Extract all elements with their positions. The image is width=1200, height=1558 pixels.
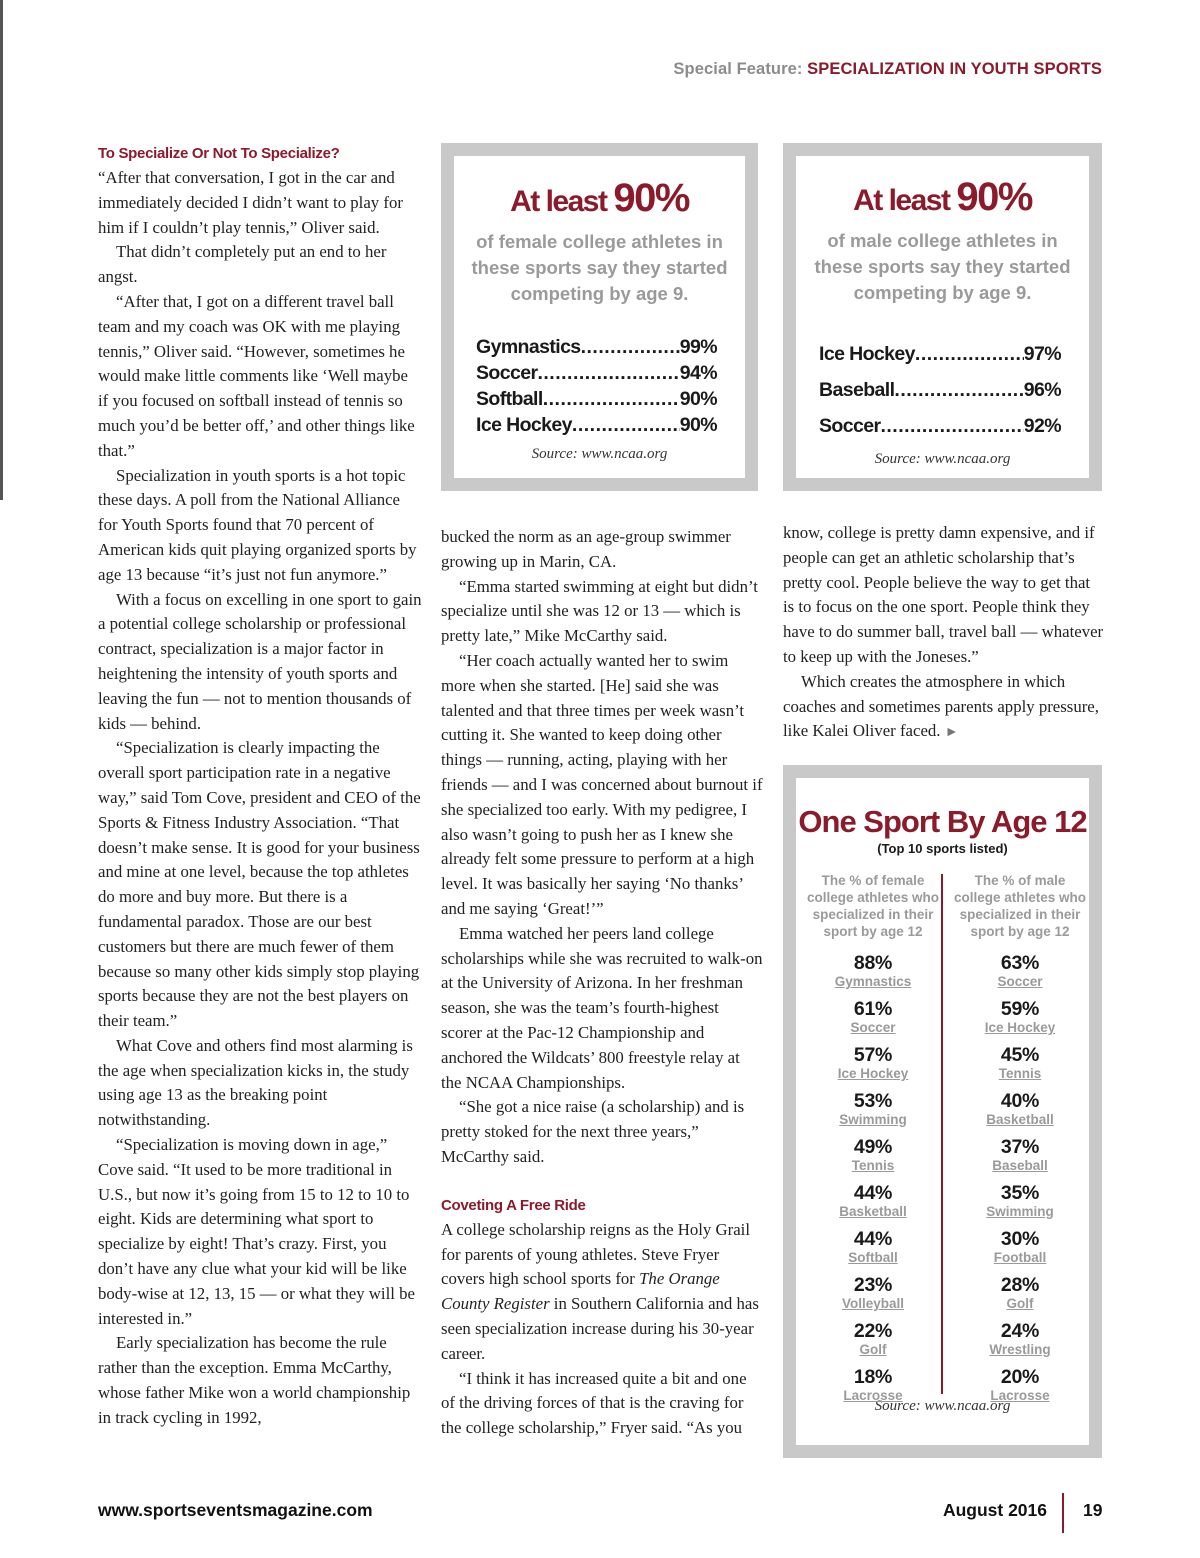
paragraph: “I think it has increased quite a bit and one of the driving forces of that is the craving for the college scholarship,” Fryer said. “As you (441, 1368, 747, 1438)
list-item (953, 1044, 1087, 1090)
list-item (806, 998, 940, 1044)
list-item (953, 1320, 1087, 1366)
sport-name: Soccer (850, 1020, 896, 1035)
age12-stat-box (783, 765, 1102, 1458)
paragraph: Specialization in youth sports is a hot topic these days. A poll from the National Alliance for Youth Sports found that 70 percent of American kids quit playing organized sports by age 13 because “it’s just not fun anymore.” (98, 465, 417, 584)
running-header (673, 60, 1102, 79)
list-item (819, 336, 1061, 372)
sport-value: 90% (679, 414, 717, 436)
percent-value: 22% (853, 1320, 893, 1342)
list-item (953, 1228, 1087, 1274)
male-column-header: The % of male college athletes who specialized in their sport by age 12 (953, 873, 1087, 939)
list-item (806, 1366, 940, 1412)
section-subhead: Coveting A Free Ride (441, 1196, 586, 1214)
source-note: Source: www.ncaa.org (874, 451, 1011, 467)
percent-value: 59% (1000, 998, 1040, 1020)
paragraph (783, 670, 1105, 746)
female-column (806, 872, 940, 1412)
male-column (953, 872, 1087, 1412)
leader-dots (537, 360, 679, 386)
sport-name: Golf (1006, 1296, 1034, 1311)
list-item (806, 1044, 940, 1090)
percent-value: 88% (853, 952, 893, 974)
list-item (953, 1136, 1087, 1182)
sport-name: Ice Hockey (837, 1066, 909, 1081)
paragraph: “After that conversation, I got in the car and immediately decided I didn’t want to play for him if I couldn’t play tennis,” Oliver said. (98, 168, 403, 237)
source-note: Source: www.ncaa.org (874, 1398, 1011, 1414)
box-title: One Sport By Age 12 (798, 804, 1087, 839)
list-item (806, 1090, 940, 1136)
sport-value: 94% (679, 362, 717, 384)
section-subhead: To Specialize Or Not To Specialize? (98, 145, 340, 162)
box-note: (Top 10 sports listed) (877, 841, 1008, 856)
stat-headline (454, 178, 745, 227)
paragraph-text: in Southern California and has seen specialization increase during his 30-year career. (441, 1294, 759, 1363)
list-item (953, 1274, 1087, 1320)
sport-name: Ice Hockey (984, 1020, 1056, 1035)
list-item (819, 372, 1061, 408)
leader-dots (572, 412, 680, 438)
stat-subtitle: of male college athletes in these sports say they started competing by age 9. (814, 230, 1071, 303)
leader-dots (915, 336, 1024, 372)
percent-value: 35% (1000, 1182, 1040, 1204)
paragraph: Emma watched her peers land college scholarships while she was recruited to walk-on at the University of Arizona. In her freshman season, she was the team’s fourth-highest scorer at the Pac-12 Championship and anchored the Wildcats’ 800 freestyle relay at the NCAA Championships. (441, 923, 763, 1092)
stat-headline (796, 177, 1089, 226)
paragraph: “After that, I got on a different travel ball team and my coach was OK with me playing tennis,” Oliver said. “However, sometimes he would make little comments like ‘Well maybe if you focused on softball instead of tennis so much you’d be better off,’ and other things like that.” (98, 291, 415, 460)
sport-name: Basketball (839, 1204, 907, 1219)
percent-value: 44% (853, 1228, 893, 1250)
male-stat-box (783, 143, 1102, 491)
percent-value: 61% (853, 998, 893, 1020)
stat-percent: 90% (956, 175, 1032, 219)
list-item (953, 1366, 1087, 1412)
percent-value: 18% (853, 1366, 893, 1388)
source-note: Source: www.ncaa.org (531, 446, 668, 462)
footer-website: www.sportseventsmagazine.com (98, 1500, 373, 1520)
sport-name: Tennis (998, 1066, 1042, 1081)
sport-name: Swimming (839, 1112, 907, 1127)
sport-name: Volleyball (841, 1296, 905, 1311)
column-divider (941, 874, 943, 1394)
sport-name: Baseball (992, 1158, 1048, 1173)
percent-value: 44% (853, 1182, 893, 1204)
female-stat-box (441, 143, 758, 491)
sport-list (476, 334, 717, 438)
sport-name: Gymnastics (476, 336, 581, 358)
paragraph: “She got a nice raise (a scholarship) and is pretty stoked for the next three years,” McCarthy said. (441, 1097, 745, 1166)
percent-value: 37% (1000, 1136, 1040, 1158)
article-column-2 (441, 525, 763, 1441)
list-item (806, 952, 940, 998)
list-item (953, 952, 1087, 998)
percent-value: 24% (1000, 1320, 1040, 1342)
article-column-1 (98, 142, 422, 1431)
list-item (806, 1228, 940, 1274)
paragraph: “Specialization is moving down in age,” Cove said. “It used to be more traditional in U.S., but now it’s going from 15 to 12 to 10 to eight. Kids are determining what sport to specialize by eight! That’s crazy. First, you don’t have any clue what your kid will be like body-wise at 12, 13, 15 — or what they will be interested in.” (98, 1135, 415, 1328)
percent-value: 57% (853, 1044, 893, 1066)
sport-list (819, 336, 1061, 444)
sport-value: 96% (1023, 379, 1061, 401)
list-item (806, 1320, 940, 1366)
list-item (819, 408, 1061, 444)
paragraph: “Emma started swimming at eight but didn’t specialize until she was 12 or 13 — which is pretty late,” Mike McCarthy said. (441, 576, 758, 646)
list-item (806, 1136, 940, 1182)
stat-subtitle: of female college athletes in these sports say they started competing by age 9. (471, 231, 728, 304)
page-edge-shadow (0, 0, 3, 500)
sport-name: Baseball (819, 379, 895, 401)
leader-dots (894, 372, 1023, 408)
percent-value: 45% (1000, 1044, 1040, 1066)
paragraph: That didn’t completely put an end to her angst. (98, 242, 387, 287)
paragraph (441, 1218, 763, 1367)
list-item (953, 998, 1087, 1044)
list-item (476, 412, 717, 438)
list-item (476, 334, 717, 360)
sport-name: Swimming (986, 1204, 1054, 1219)
sport-name: Gymnastics (834, 974, 912, 989)
sport-name: Soccer (476, 362, 538, 384)
header-prefix: Special Feature: (673, 60, 808, 78)
percent-value: 49% (853, 1136, 893, 1158)
sport-name: Softball (848, 1250, 898, 1265)
sport-name: Lacrosse (843, 1388, 903, 1403)
sport-name: Wrestling (989, 1342, 1051, 1357)
publication-title: The Orange County Register (441, 1269, 720, 1314)
sport-name: Basketball (986, 1112, 1054, 1127)
percent-value: 53% (853, 1090, 893, 1112)
list-item (476, 386, 717, 412)
end-of-article-icon: ► (944, 725, 959, 741)
sport-name: Soccer (997, 974, 1043, 989)
list-item (806, 1182, 940, 1228)
sport-value: 92% (1023, 415, 1061, 437)
percent-value: 23% (853, 1274, 893, 1296)
sport-name: Football (993, 1250, 1047, 1265)
stat-lead: At least (510, 185, 614, 218)
percent-value: 20% (1000, 1366, 1040, 1388)
sport-value: 90% (679, 388, 717, 410)
sport-name: Softball (476, 388, 543, 410)
leader-dots (543, 386, 680, 412)
leader-dots (880, 408, 1023, 444)
sport-name: Lacrosse (990, 1388, 1050, 1403)
paragraph-text: A college scholarship reigns as the Holy Grail for parents of young athletes. Steve Fryer covers high school sports for (441, 1219, 750, 1289)
leader-dots (581, 334, 680, 360)
sport-value: 99% (679, 336, 717, 358)
paragraph: Early specialization has become the rule rather than the exception. Emma McCarthy, whose father Mike won a world championship in track cycling in 1992, (98, 1333, 411, 1427)
paragraph: With a focus on excelling in one sport to gain a potential college scholarship or professional contract, specialization is a major factor in heightening the intensity of youth sports and leaving the fun — not to mention thousands of kids — behind. (98, 589, 422, 733)
comparison-columns (796, 872, 1089, 1403)
sport-name: Tennis (851, 1158, 895, 1173)
stat-percent: 90% (613, 176, 689, 220)
sport-name: Ice Hockey (476, 414, 572, 436)
paragraph: bucked the norm as an age-group swimmer growing up in Marin, CA. (441, 527, 731, 571)
footer-divider (1062, 1493, 1064, 1533)
stat-lead: At least (853, 184, 957, 217)
paragraph: “Her coach actually wanted her to swim more when she started. [He] said she was talented and that three times per week wasn’t cutting it. She wanted to keep doing other things — running, acting, playing with her friends — and I was concerned about burnout if she specialized too early. With my pedigree, I also wasn’t going to push her as I knew she already felt some pressure to perform at a high level. It was basically her saying ‘No thanks’ and me saying ‘Great!’” (441, 650, 763, 918)
header-title: SPECIALIZATION IN YOUTH SPORTS (807, 60, 1102, 78)
article-column-3 (783, 521, 1105, 746)
female-column-header: The % of female college athletes who specialized in their sport by age 12 (806, 873, 940, 939)
percent-value: 30% (1000, 1228, 1040, 1250)
page-number: 19 (1083, 1500, 1103, 1520)
sport-name: Golf (859, 1342, 887, 1357)
sport-value: 97% (1023, 343, 1061, 365)
paragraph: “Specialization is clearly impacting the overall sport participation rate in a negative way,” said Tom Cove, president and CEO of the Sports & Fitness Industry Association. “That doesn’t make sense. It is good for your business and mine at one level, because the top athletes do more and buy more. But there is a fundamental paradox. Those are our best customers but there are much fewer of them because so many other kids simply stop playing sports because they are not the best players on their team.” (98, 738, 421, 1031)
percent-value: 28% (1000, 1274, 1040, 1296)
footer-date: August 2016 (942, 1500, 1047, 1520)
paragraph-text: Which creates the atmosphere in which coaches and sometimes parents apply pressure, like Kalei Oliver faced. (783, 671, 1099, 741)
list-item (953, 1182, 1087, 1228)
list-item (476, 360, 717, 386)
sport-name: Ice Hockey (819, 343, 915, 365)
list-item (806, 1274, 940, 1320)
paragraph: know, college is pretty damn expensive, and if people can get an athletic scholarship that’s pretty cool. People believe the way to get that is to focus on the one sport. People think they have to do summer ball, travel ball — whatever to keep up with the Joneses.” (783, 523, 1104, 666)
sport-name: Soccer (819, 415, 881, 437)
paragraph: What Cove and others find most alarming is the age when specialization kicks in, the study using age 13 as the breaking point notwithstanding. (98, 1035, 413, 1130)
list-item (953, 1090, 1087, 1136)
percent-value: 40% (1000, 1090, 1040, 1112)
percent-value: 63% (1000, 952, 1040, 974)
